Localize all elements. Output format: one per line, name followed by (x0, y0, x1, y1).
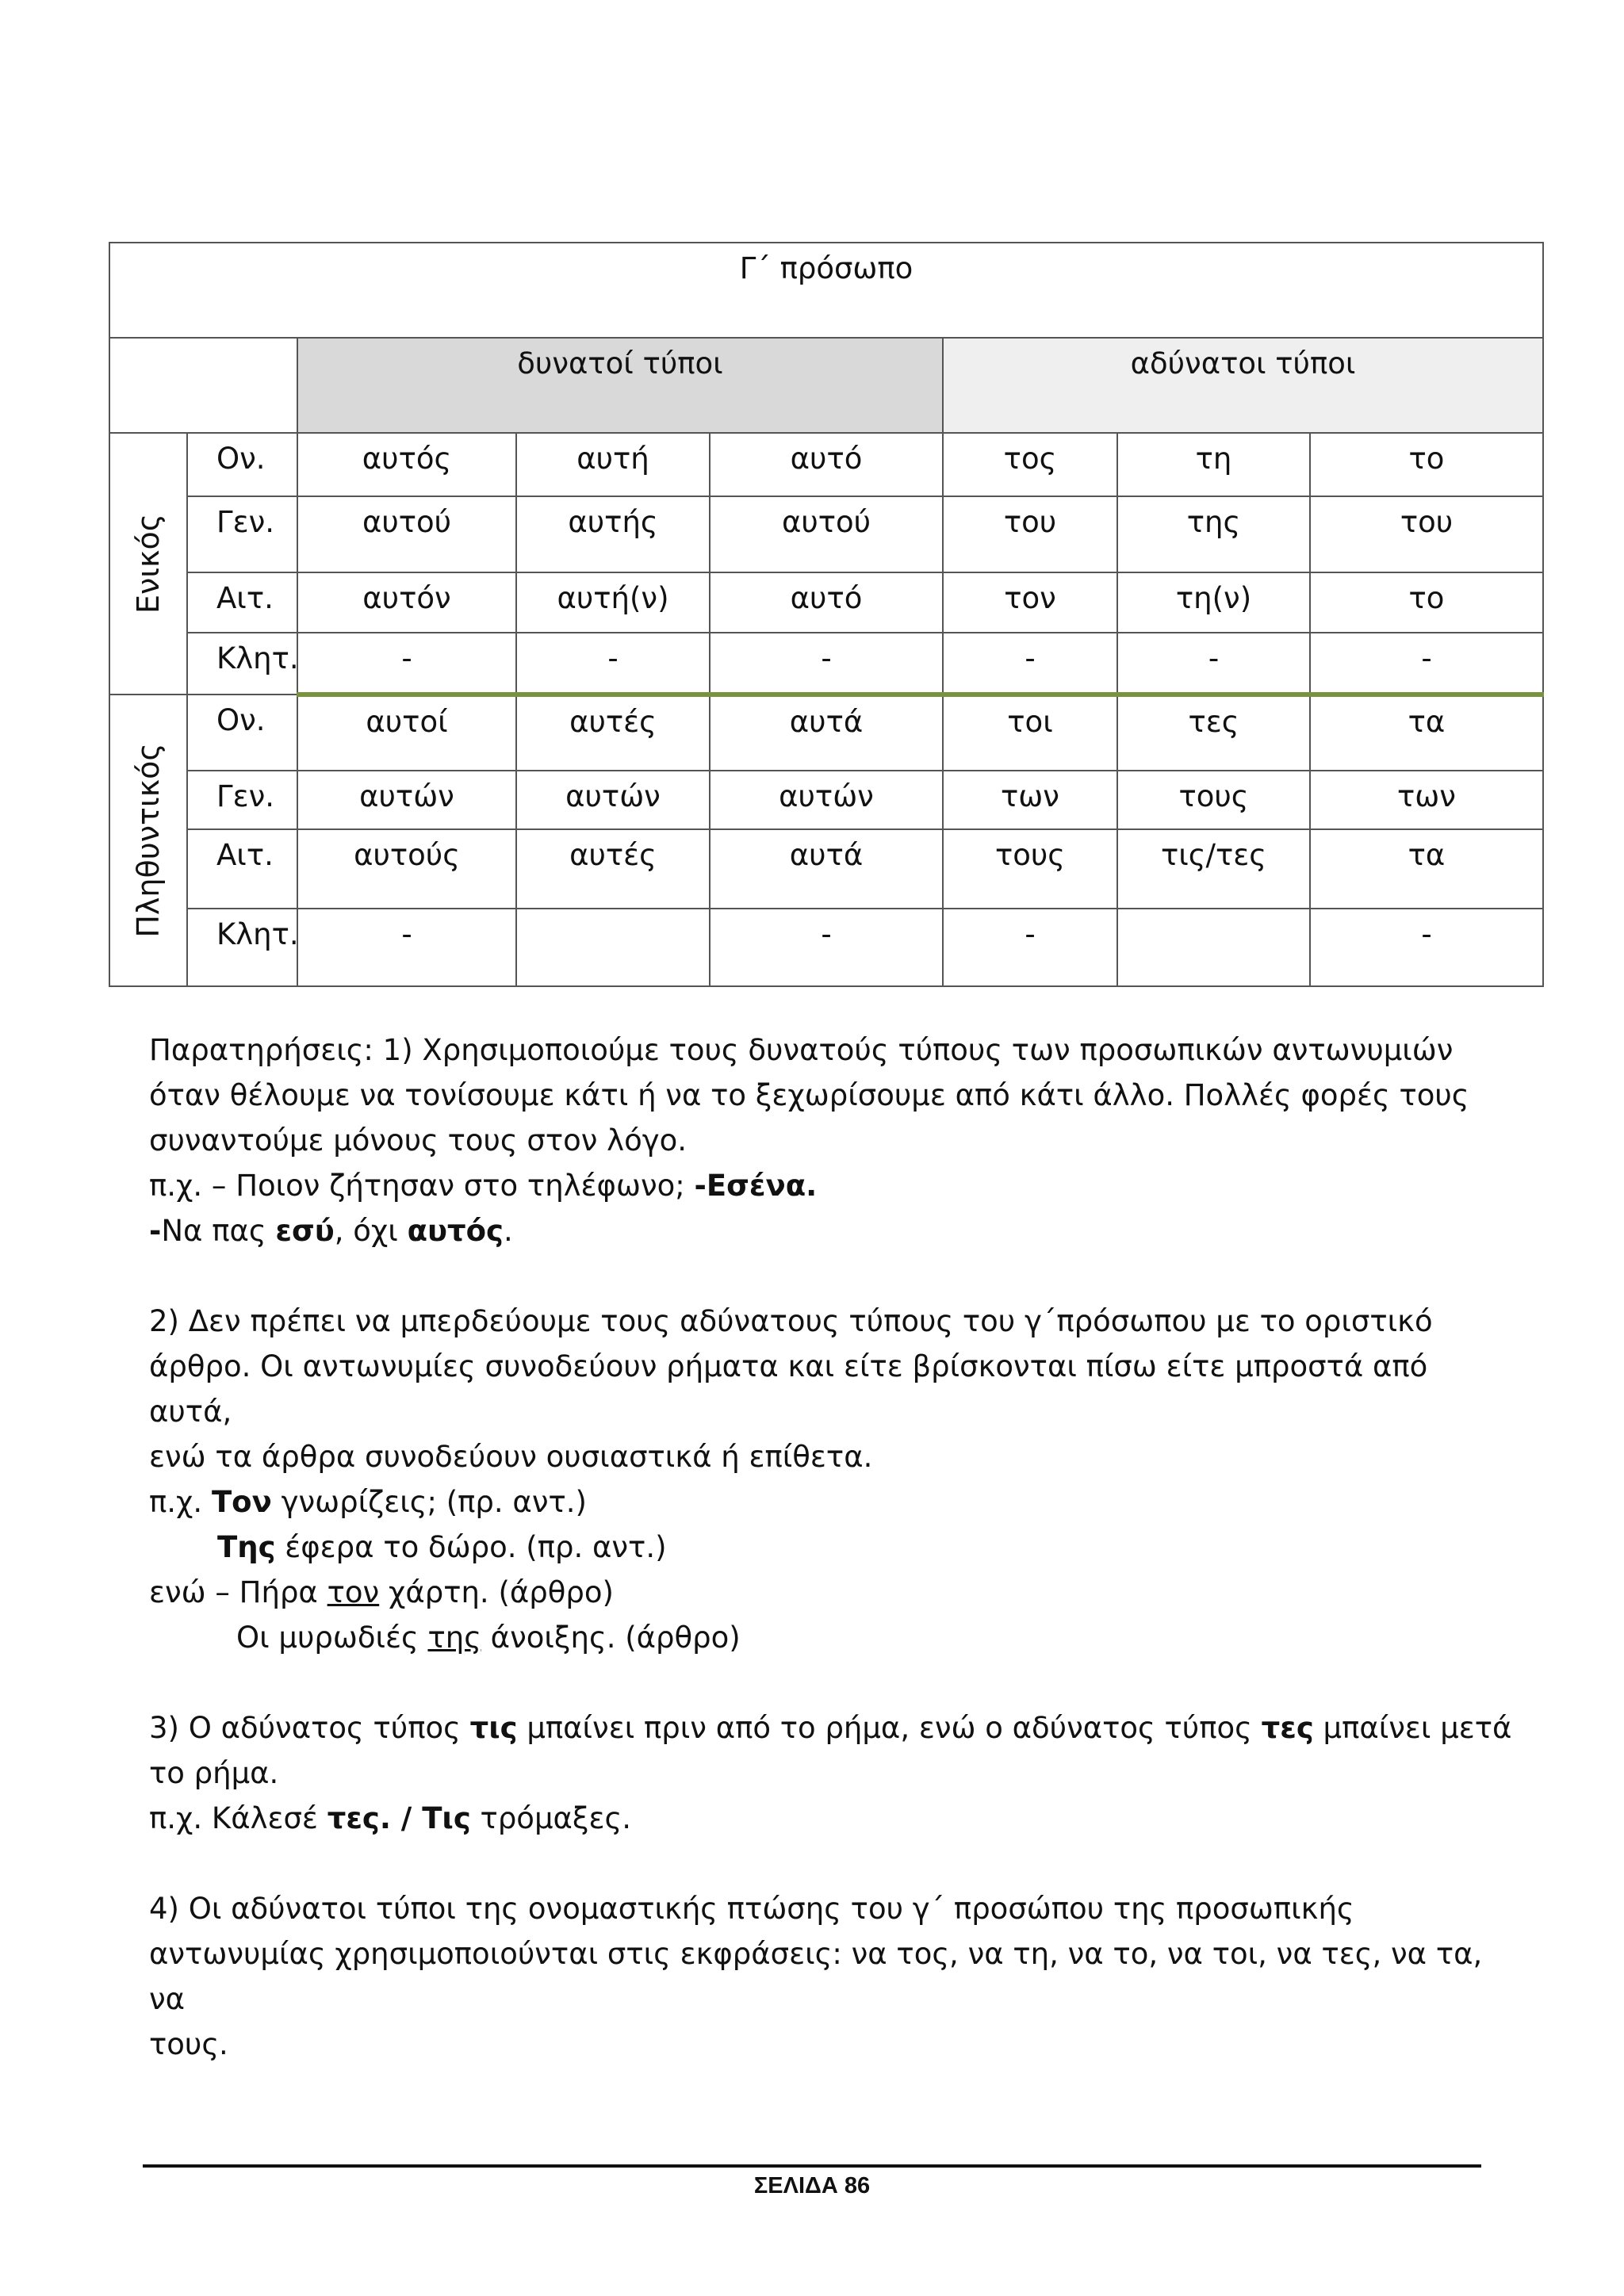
table-cell: - (1310, 909, 1543, 986)
example-underlined: της (427, 1621, 481, 1655)
note-1-line-2: όταν θέλουμε να τονίσουμε κάτι ή να το ξεχωρίσουμε από κάτι άλλο. Πολλές φορές τους (149, 1078, 1469, 1112)
table-cell: τους (1117, 771, 1310, 829)
example-text: Να πας (161, 1214, 276, 1248)
case-label: Ον. (187, 695, 297, 771)
plural-label: Πληθυντικός (131, 743, 166, 938)
table-cell: - (516, 633, 710, 695)
note-2-line-3: ενώ τα άρθρα συνοδεύουν ουσιαστικά ή επίθετα. (149, 1440, 873, 1474)
table-cell: - (297, 633, 516, 695)
table-cell: αυτών (710, 771, 943, 829)
case-label: Αιτ. (187, 572, 297, 633)
note-text: μπαίνει μετά (1313, 1711, 1512, 1745)
case-label: Κλητ. (187, 633, 297, 695)
note-text: 3) Ο αδύνατος τύπος (149, 1711, 470, 1745)
example-text: π.χ. (149, 1485, 212, 1519)
example-text: χάρτη. (άρθρο) (379, 1575, 614, 1609)
note-4-line-2: αντωνυμίας χρησιμοποιούνται στις εκφράσεις: να τος, να τη, να το, να τοι, να τες, να τα, να (149, 1937, 1483, 2016)
table-cell: του (1310, 496, 1543, 572)
table-cell: αυτό (710, 572, 943, 633)
example-text: π.χ. Κάλεσέ (149, 1801, 327, 1835)
table-row (109, 909, 1543, 986)
note-2-line-2: άρθρο. Οι αντωνυμίες συνοδεύουν ρήματα και είτε βρίσκονται πίσω είτε μπροστά από αυτά, (149, 1349, 1428, 1429)
table-cell: αυτού (710, 496, 943, 572)
note-text: μπαίνει πριν από το ρήμα, ενώ ο αδύνατος τύπος (517, 1711, 1262, 1745)
table-cell: αυτού (297, 496, 516, 572)
note-2-example-4 (149, 1615, 1513, 1660)
note-1-line-3: συναντούμε μόνους τους στον λόγο. (149, 1123, 687, 1158)
table-cell: αυτών (516, 771, 710, 829)
table-cell: τος (943, 433, 1117, 496)
empty-header-cell (109, 338, 297, 433)
table-cell: - (1310, 633, 1543, 695)
table-cell: - (943, 909, 1117, 986)
table-cell: τες (1117, 695, 1310, 771)
table-row (109, 633, 1543, 695)
example-text: . (503, 1214, 513, 1248)
note-2-line-1: 2) Δεν πρέπει να μπερδεύουμε τους αδύνατους τύπους του γ΄πρόσωπου με το οριστικό (149, 1304, 1433, 1338)
table-cell: τη(ν) (1117, 572, 1310, 633)
example-bold: Της (217, 1530, 276, 1564)
case-label: Κλητ. (187, 909, 297, 986)
example-text: , όχι (334, 1214, 408, 1248)
table-cell: αυτός (297, 433, 516, 496)
example-text: τρόμαξες. (470, 1801, 631, 1835)
footer-divider (143, 2164, 1481, 2168)
example-text: Οι μυρωδιές (236, 1621, 428, 1655)
table-cell: τη (1117, 433, 1310, 496)
table-cell: αυτά (710, 695, 943, 771)
note-bold: τες (1261, 1711, 1314, 1745)
table-cell: τα (1310, 695, 1543, 771)
example-text: άνοιξης. (άρθρο) (481, 1621, 741, 1655)
case-label: Αιτ. (187, 829, 297, 909)
note-3-line-1 (149, 1705, 1513, 1751)
example-text: έφερα το δώρο. (πρ. αντ.) (275, 1530, 667, 1564)
strong-forms-header: δυνατοί τύποι (297, 338, 943, 433)
table-cell: αυτόν (297, 572, 516, 633)
example-bold: Τον (211, 1485, 272, 1519)
example-bold: αυτός (407, 1214, 504, 1248)
singular-label-cell (109, 433, 187, 695)
example-bold: - (149, 1214, 162, 1248)
table-cell: τις/τες (1117, 829, 1310, 909)
table-cell: αυτών (297, 771, 516, 829)
table-cell: το (1310, 572, 1543, 633)
note-2-example-3 (149, 1570, 1513, 1615)
table-row (109, 433, 1543, 496)
table-row (109, 572, 1543, 633)
table-cell: τα (1310, 829, 1543, 909)
case-label: Γεν. (187, 771, 297, 829)
table-cell: - (297, 909, 516, 986)
table-title: Γ΄ πρόσωπο (109, 243, 1543, 338)
table-cell: - (1117, 633, 1310, 695)
note-4-line-3: τους. (149, 2027, 228, 2061)
table-cell: τοι (943, 695, 1117, 771)
table-cell: - (943, 633, 1117, 695)
table-cell: αυτό (710, 433, 943, 496)
table-cell: των (1310, 771, 1543, 829)
table-cell: - (710, 909, 943, 986)
note-1-example-1 (149, 1163, 1513, 1208)
weak-forms-header: αδύνατοι τύποι (943, 338, 1543, 433)
example-underlined: τον (327, 1575, 380, 1609)
table-row (109, 695, 1543, 771)
table-cell: αυτή (516, 433, 710, 496)
singular-label: Ενικός (131, 513, 166, 614)
example-bold: -Εσένα. (694, 1169, 818, 1203)
table-cell: αυτοί (297, 695, 516, 771)
note-1-example-2 (149, 1208, 1513, 1253)
case-label: Γεν. (187, 496, 297, 572)
table-cell: - (710, 633, 943, 695)
note-2-example-1 (149, 1479, 1513, 1525)
table-cell: αυτή(ν) (516, 572, 710, 633)
note-2-example-2 (149, 1525, 1513, 1570)
table-row (109, 829, 1543, 909)
table-cell: το (1310, 433, 1543, 496)
table-cell: του (943, 496, 1117, 572)
table-cell: τους (943, 829, 1117, 909)
example-text: π.χ. – Ποιον ζήτησαν στο τηλέφωνο; (149, 1169, 695, 1203)
note-1-line-1: Παρατηρήσεις: 1) Χρησιμοποιούμε τους δυνατούς τύπους των προσωπικών αντωνυμιών (149, 1033, 1454, 1067)
table-cell: τον (943, 572, 1117, 633)
notes-section (149, 1027, 1513, 2067)
table-cell: των (943, 771, 1117, 829)
example-bold: τες. (327, 1801, 391, 1835)
table-row (109, 496, 1543, 572)
plural-label-cell (109, 695, 187, 986)
example-text: ενώ – Πήρα (149, 1575, 327, 1609)
table-cell (1117, 909, 1310, 986)
example-bold: εσύ (275, 1214, 335, 1248)
example-bold: / (390, 1801, 423, 1835)
table-cell: της (1117, 496, 1310, 572)
table-cell: αυτούς (297, 829, 516, 909)
example-text: γνωρίζεις; (πρ. αντ.) (271, 1485, 587, 1519)
example-bold: Τις (422, 1801, 471, 1835)
table-cell (516, 909, 710, 986)
table-cell: αυτές (516, 695, 710, 771)
note-bold: τις (469, 1711, 518, 1745)
note-4-line-1: 4) Οι αδύνατοι τύποι της ονομαστικής πτώσης του γ΄ προσώπου της προσωπικής (149, 1892, 1354, 1926)
case-label: Ον. (187, 433, 297, 496)
table-row (109, 771, 1543, 829)
table-cell: αυτές (516, 829, 710, 909)
page-number: ΣΕΛΙΔΑ 86 (753, 2173, 871, 2198)
table-cell: αυτής (516, 496, 710, 572)
pronoun-table (109, 242, 1544, 987)
note-3-example (149, 1796, 1513, 1841)
note-3-line-2: το ρήμα. (149, 1756, 279, 1790)
table-cell: αυτά (710, 829, 943, 909)
